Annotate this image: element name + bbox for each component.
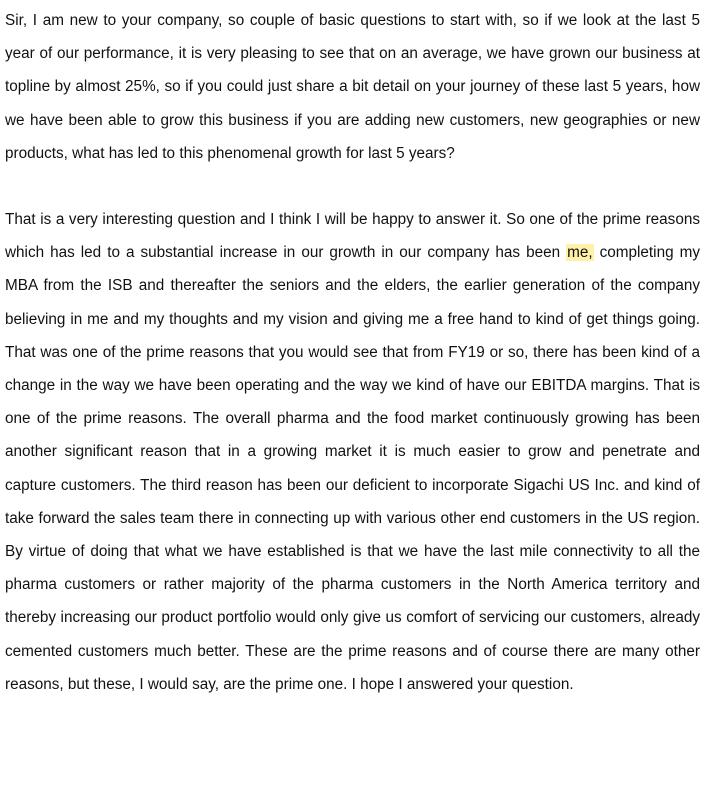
highlighted-text: me, (567, 244, 593, 262)
answer-text-before-highlight: That is a very interesting question and I think I will be happy to answer it. So one of the prime reasons which has led to a substantial increase in our growth in our company has been (5, 211, 700, 262)
question-paragraph: Sir, I am new to your company, so couple of basic questions to start with, so if we look at the last 5 year of our performance, it is very pleasing to see that on an average, we have grown our business at topline by almost 25%, so if you could just share a bit detail on your journey of these last 5 years, how we have been able to grow this business if you are adding new customers, new geographies or new products, what has led to this phenomenal growth for last 5 years? (5, 12, 700, 162)
answer-paragraph (5, 203, 700, 701)
answer-text-after-highlight: completing my MBA from the ISB and thereafter the seniors and the elders, the earlier generation of the company believing in me and my thoughts and my vision and giving me a free hand to kind of get things going. That was one of the prime reasons that you would see that from FY19 or so, there has been kind of a change in the way we have been operating and the way we kind of have our EBITDA margins. That is one of the prime reasons. The overall pharma and the food market continuously growing has been another significant reason that in a growing market it is much easier to grow and penetrate and capture customers. The third reason has been our deficient to incorporate Sigachi US Inc. and kind of take forward the sales team there in connecting up with various other end customers in the US region. By virtue of doing that what we have established is that we have the last mile connectivity to all the pharma customers or rather majority of the pharma customers in the North America territory and thereby increasing our product portfolio would only give us comfort of servicing our customers, already cemented customers much better. These are the prime reasons and of course there are many other reasons, but these, I would say, are the prime one. I hope I answered your question. (5, 244, 700, 693)
